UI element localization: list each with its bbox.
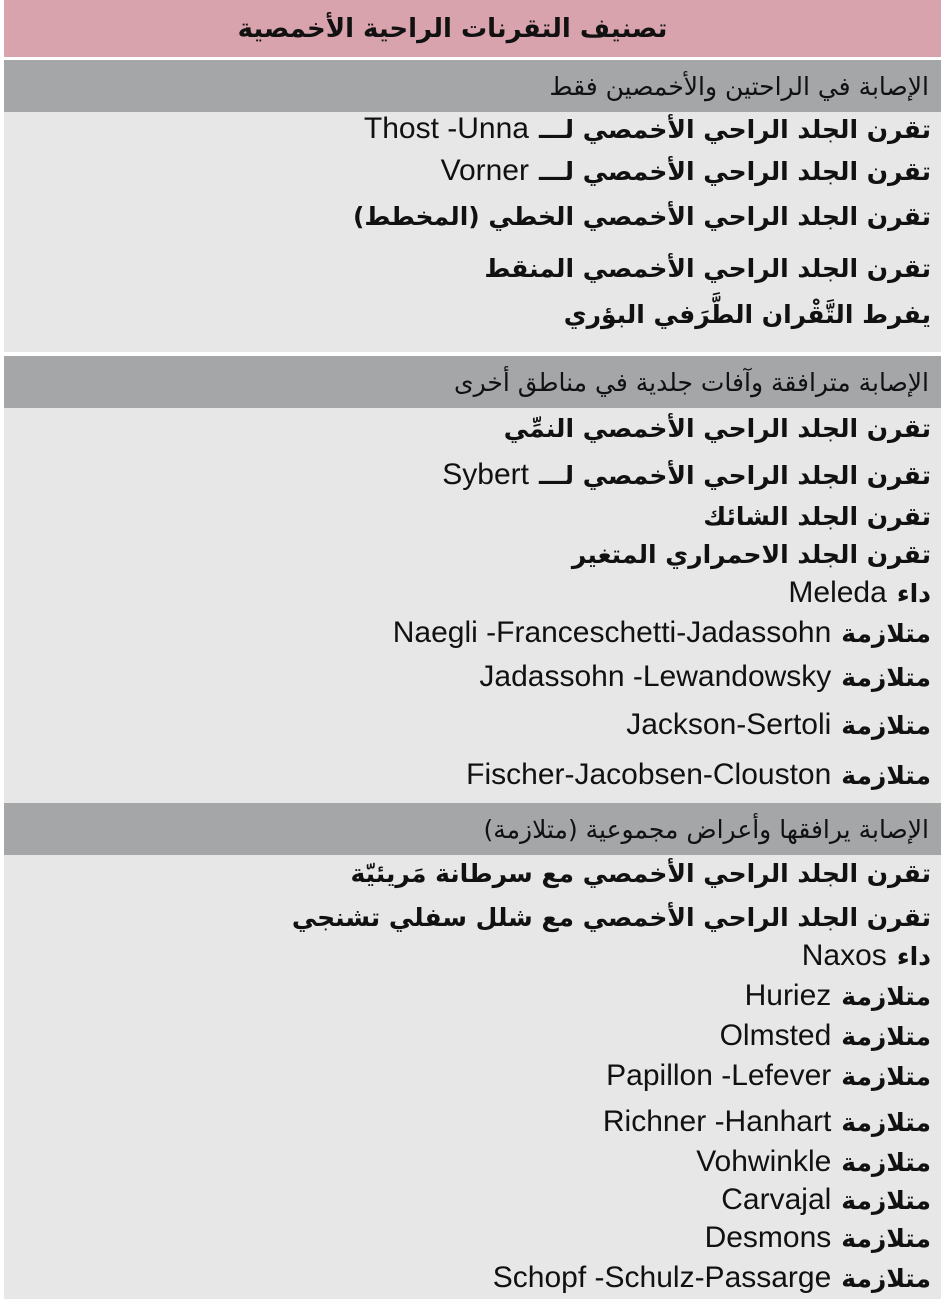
list-item: متلازمةSchopf -Schulz-Passarge: [492, 1261, 931, 1294]
list-item: تقرن الجلد الراحي الأخمصي لـــVorner: [440, 154, 931, 187]
section-body: [4, 112, 941, 352]
list-item: تقرن الجلد الراحي الأخمصي لـــThost -Unna: [363, 112, 931, 145]
list-item: متلازمةCarvajal: [721, 1183, 931, 1216]
section-with-systemic-symptoms: [4, 803, 941, 1299]
list-item: متلازمةFischer-Jacobsen-Clouston: [466, 758, 931, 791]
section-body: [4, 408, 941, 803]
list-item: تقرن الجلد الراحي الأخمصي مع سرطانة مَريئيّة: [350, 859, 931, 888]
section-header: الإصابة يرافقها وأعراض مجموعية (متلازمة): [4, 803, 941, 855]
list-item: تقرن الجلد الراحي الأخمصي المنقط: [484, 254, 931, 283]
list-item: متلازمةNaegli -Franceschetti-Jadassohn: [392, 616, 931, 649]
table-title: [4, 0, 941, 57]
list-item: متلازمةOlmsted: [719, 1019, 931, 1052]
list-item: متلازمةDesmons: [704, 1221, 931, 1254]
list-item: متلازمةJackson-Sertoli: [626, 708, 931, 741]
table-title-text: تصنيف التقرنات الراحية الأخمصية: [237, 13, 668, 44]
section-header: الإصابة مترافقة وآفات جلدية في مناطق أخرى: [4, 356, 941, 408]
list-item: تقرن الجلد الراحي الأخمصي الخطي (المخطط): [352, 202, 931, 231]
list-item: متلازمةHuriez: [744, 979, 931, 1012]
list-item: يفرط التَّقْران الطَّرَفي البؤري: [563, 300, 931, 329]
list-item: تقرن الجلد الشائك: [703, 502, 931, 531]
list-item: داءNaxos: [801, 939, 931, 972]
list-item: تقرن الجلد الراحي الأخمصي مع شلل سفلي تشنجي: [291, 903, 931, 932]
list-item: متلازمةPapillon -Lefever: [606, 1059, 931, 1092]
section-with-other-skin-lesions: [4, 356, 941, 803]
section-palms-soles-only: [4, 60, 941, 352]
list-item: متلازمةVohwinkle: [696, 1145, 931, 1178]
list-item: تقرن الجلد الراحي الأخمصي لـــSybert: [442, 458, 931, 491]
list-item: متلازمةRichner -Hanhart: [602, 1105, 931, 1138]
list-item: متلازمةJadassohn -Lewandowsky: [479, 660, 931, 693]
section-header: الإصابة في الراحتين والأخمصين فقط: [4, 60, 941, 112]
list-item: داءMeleda: [788, 576, 931, 609]
section-body: [4, 855, 941, 1299]
list-item: تقرن الجلد الاحمراري المتغير: [571, 540, 931, 569]
list-item: تقرن الجلد الراحي الأخمصي النمِّي: [503, 414, 931, 443]
